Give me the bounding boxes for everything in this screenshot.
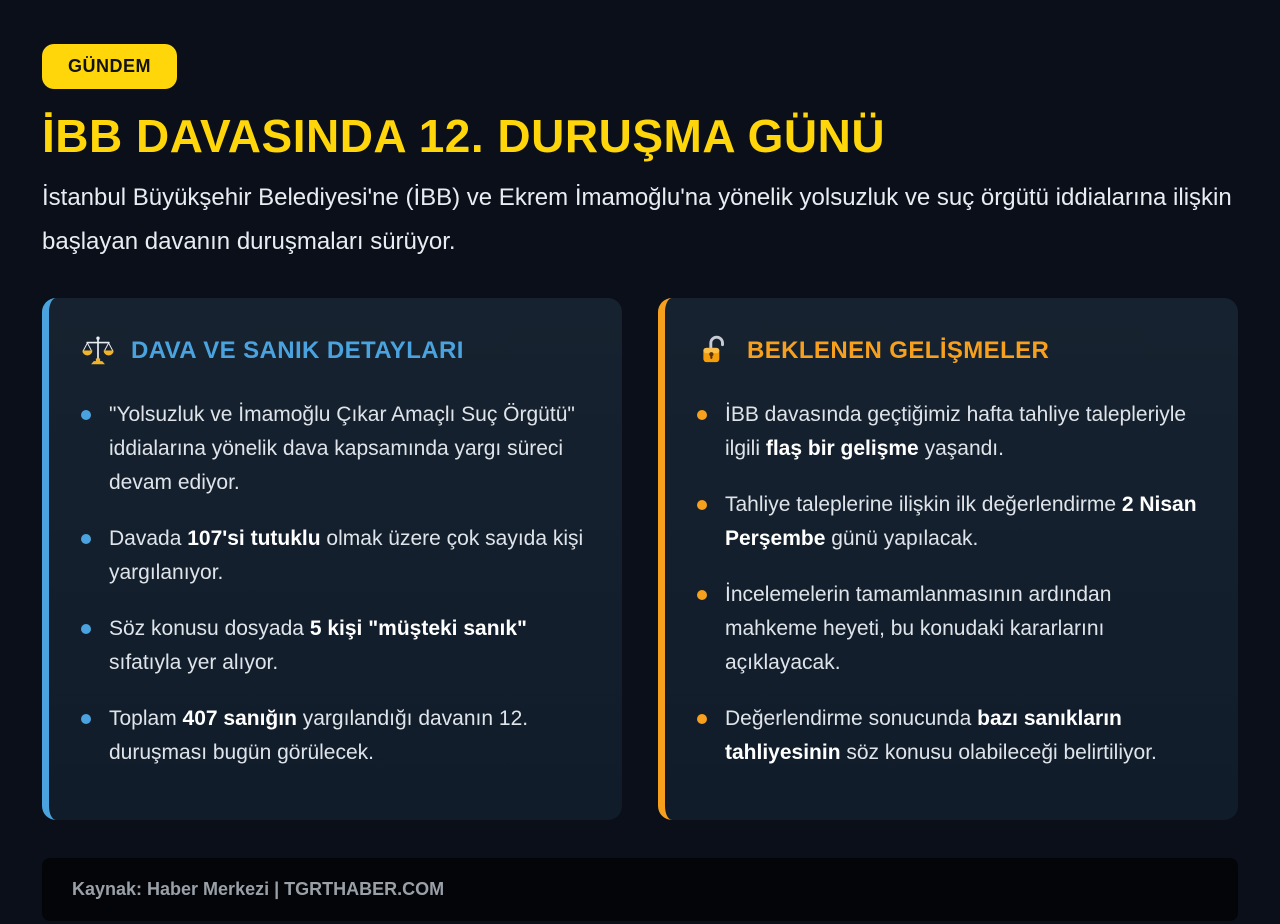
bullet-text: İBB davasında geçtiğimiz hafta tahliye talepleriyle ilgili flaş bir gelişme yaşandı.: [725, 403, 1187, 461]
scales-icon: [81, 334, 115, 368]
bullet-text: Tahliye taleplerine ilişkin ilk değerlendirme 2 Nisan Perşembe günü yapılacak.: [725, 493, 1197, 551]
bullet-text: Davada 107'si tutuklu olmak üzere çok sayıda kişi yargılanıyor.: [109, 527, 584, 585]
list-item: [697, 702, 1206, 770]
bullet-dot: [697, 590, 707, 600]
headline: İBB DAVASINDA 12. DURUŞMA GÜNÜ: [42, 110, 886, 162]
bullet-dot: [697, 714, 707, 724]
source-bar: [42, 858, 1238, 921]
source-text: Kaynak: Haber Merkezi | TGRTHABER.COM: [72, 879, 445, 900]
card-case-details: [42, 298, 622, 820]
list-item: [81, 522, 590, 590]
list-item: [81, 398, 590, 500]
category-badge-label: GÜNDEM: [68, 56, 151, 76]
bullet-text: Toplam 407 sanığın yargılandığı davanın 12. duruşması bugün görülecek.: [109, 707, 529, 765]
list-item: [697, 488, 1206, 556]
list-item: [81, 612, 590, 680]
cards-row: [42, 298, 1238, 820]
bullet-text: "Yolsuzluk ve İmamoğlu Çıkar Amaçlı Suç Örgütü" iddialarına yönelik dava kapsamında yargı süreci devam ediyor.: [109, 403, 575, 495]
category-badge: [42, 44, 177, 89]
bullet-dot: [81, 534, 91, 544]
card-title: DAVA VE SANIK DETAYLARI: [131, 337, 464, 365]
list-item: [697, 578, 1206, 680]
bullet-text: Değerlendirme sonucunda bazı sanıkların tahliyesinin söz konusu olabileceği belirtiliyor.: [725, 707, 1157, 765]
bullet-list: [81, 398, 590, 770]
bullet-text: Söz konusu dosyada 5 kişi "müşteki sanık" sıfatıyla yer alıyor.: [109, 617, 528, 675]
subtitle: İstanbul Büyükşehir Belediyesi'ne (İBB) ve Ekrem İmamoğlu'na yönelik yolsuzluk ve suç örgütü iddialarına ilişkin başlayan davanın duruşmaları sürüyor.: [42, 184, 1232, 256]
card-header: [697, 334, 1206, 368]
card-header: [81, 334, 590, 368]
card-expected-developments: [658, 298, 1238, 820]
list-item: [81, 702, 590, 770]
bullet-dot: [697, 410, 707, 420]
bullet-text: İncelemelerin tamamlanmasının ardından mahkeme heyeti, bu konudaki kararlarını açıklayacak.: [725, 583, 1112, 675]
bullet-dot: [697, 500, 707, 510]
list-item: [697, 398, 1206, 466]
bullet-dot: [81, 410, 91, 420]
bullet-dot: [81, 714, 91, 724]
unlock-icon: [697, 334, 731, 368]
card-title: BEKLENEN GELİŞMELER: [747, 337, 1050, 365]
bullet-list: [697, 398, 1206, 770]
bullet-dot: [81, 624, 91, 634]
